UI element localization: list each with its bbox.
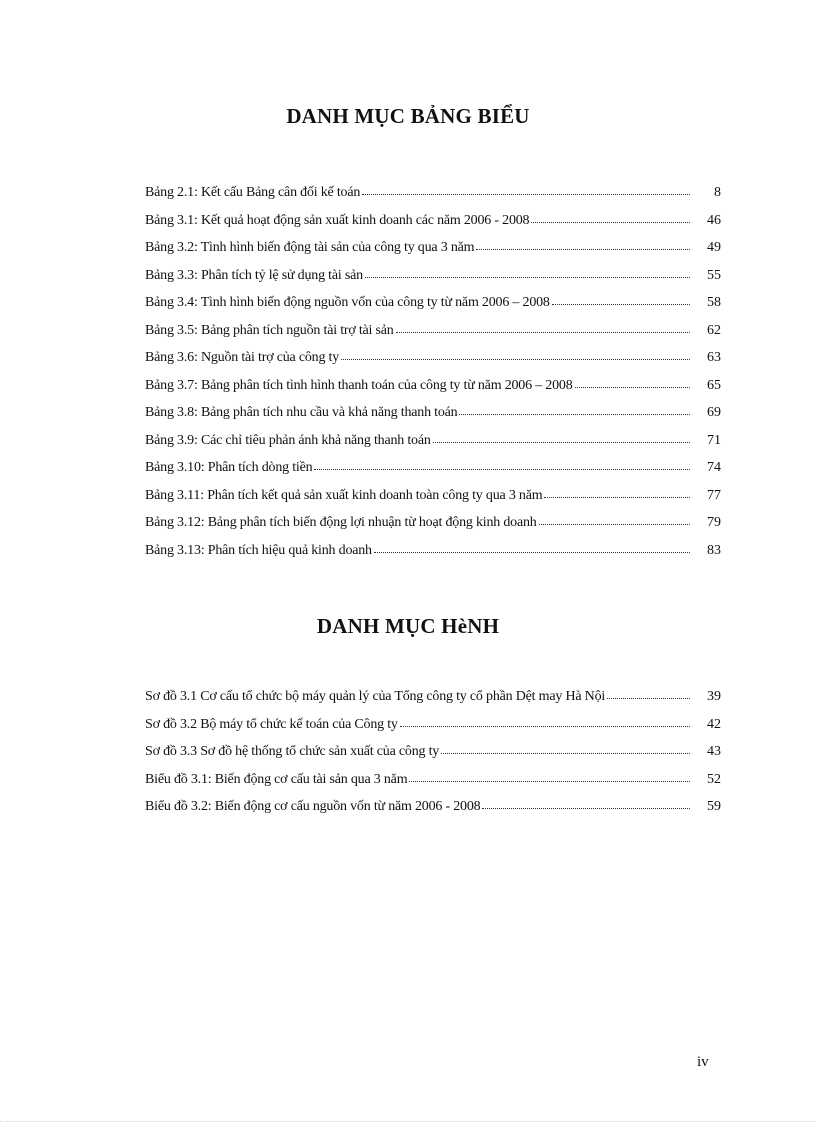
toc-entry-table-3-2[interactable] — [145, 237, 721, 265]
dot-leader — [476, 237, 690, 251]
toc-entry-diagram-3-2[interactable] — [145, 714, 721, 742]
dot-leader — [374, 540, 690, 554]
entry-label: Sơ đồ 3.3 Sơ đồ hệ thống tổ chức sản xuất của công ty — [145, 744, 440, 759]
entry-page-number: 58 — [707, 295, 721, 310]
toc-entry-chart-3-1[interactable] — [145, 769, 721, 797]
entry-label: Bảng 3.7: Bảng phân tích tình hình thanh toán của công ty từ năm 2006 – 2008 — [145, 377, 573, 393]
entry-page-number: 55 — [707, 267, 721, 283]
entry-label: Bảng 3.4: Tình hình biến động nguồn vốn của công ty từ năm 2006 – 2008 — [145, 295, 550, 310]
toc-entry-table-3-9[interactable] — [145, 430, 721, 458]
entry-page-number: 46 — [707, 212, 721, 228]
toc-entry-diagram-3-1[interactable] — [145, 686, 721, 714]
entry-label: Bảng 3.8: Bảng phân tích nhu cầu và khả năng thanh toán — [145, 405, 458, 420]
tables-list — [145, 182, 721, 567]
entry-label: Bảng 3.9: Các chỉ tiêu phản ánh khả năng thanh toán — [145, 432, 431, 448]
entry-label: Bảng 3.12: Bảng phân tích biến động lợi nhuận từ hoạt động kinh doanh — [145, 515, 537, 530]
page-number: iv — [697, 1054, 709, 1070]
dot-leader — [575, 375, 691, 389]
entry-page-number: 39 — [707, 689, 721, 704]
toc-entry-chart-3-2[interactable] — [145, 796, 721, 824]
toc-entry-table-2-1[interactable] — [145, 182, 721, 210]
dot-leader — [365, 265, 690, 279]
entry-page-number: 65 — [707, 377, 721, 393]
toc-entry-table-3-12[interactable] — [145, 512, 721, 540]
entry-page-number: 49 — [707, 240, 721, 255]
entry-page-number: 52 — [707, 771, 721, 787]
entry-label: Bảng 3.13: Phân tích hiệu quả kinh doanh — [145, 542, 372, 558]
entry-page-number: 43 — [707, 744, 721, 759]
entry-label: Biểu đồ 3.2: Biến động cơ cấu nguồn vốn từ năm 2006 - 2008 — [145, 799, 481, 814]
toc-entry-table-3-6[interactable] — [145, 347, 721, 375]
page-bottom-divider — [0, 1121, 816, 1122]
entry-label: Bảng 3.1: Kết quả hoạt động sản xuất kinh doanh các năm 2006 - 2008 — [145, 212, 530, 228]
entry-page-number: 63 — [707, 350, 721, 365]
dot-leader — [552, 292, 690, 306]
entry-page-number: 71 — [707, 432, 721, 448]
dot-leader — [409, 769, 690, 783]
entry-page-number: 74 — [707, 460, 721, 475]
dot-leader — [531, 210, 690, 224]
entry-page-number: 79 — [707, 515, 721, 530]
entry-label: Sơ đồ 3.2 Bộ máy tổ chức kế toán của Công ty — [145, 716, 398, 732]
dot-leader — [544, 485, 690, 499]
entry-label: Bảng 3.3: Phân tích tỷ lệ sử dụng tài sản — [145, 267, 363, 283]
dot-leader — [341, 347, 690, 361]
entry-page-number: 77 — [707, 487, 721, 503]
toc-entry-table-3-11[interactable] — [145, 485, 721, 513]
toc-entry-table-3-5[interactable] — [145, 320, 721, 348]
tables-list-heading: DANH MỤC BẢNG BIỂU — [286, 104, 530, 128]
dot-leader — [459, 402, 690, 416]
dot-leader — [441, 741, 690, 755]
figures-list — [145, 686, 721, 824]
toc-entry-table-3-4[interactable] — [145, 292, 721, 320]
entry-label: Bảng 3.6: Nguồn tài trợ của công ty — [145, 350, 340, 365]
dot-leader — [539, 512, 690, 526]
figures-list-heading: DANH MỤC HèNH — [316, 614, 500, 638]
entry-page-number: 62 — [707, 322, 721, 338]
dot-leader — [396, 320, 690, 334]
entry-label: Sơ đồ 3.1 Cơ cấu tổ chức bộ máy quản lý của Tổng công ty cổ phần Dệt may Hà Nội — [145, 689, 606, 704]
entry-page-number: 59 — [707, 799, 721, 814]
entry-label: Biểu đồ 3.1: Biến động cơ cấu tài sản qua 3 năm — [145, 771, 408, 787]
toc-entry-table-3-3[interactable] — [145, 265, 721, 293]
dot-leader — [400, 714, 690, 728]
entry-label: Bảng 3.5: Bảng phân tích nguồn tài trợ tài sản — [145, 322, 394, 338]
dot-leader — [607, 686, 690, 700]
toc-entry-table-3-7[interactable] — [145, 375, 721, 403]
dot-leader — [362, 182, 690, 196]
entry-page-number: 69 — [707, 405, 721, 420]
toc-entry-table-3-13[interactable] — [145, 540, 721, 568]
dot-leader — [482, 796, 690, 810]
toc-entry-table-3-1[interactable] — [145, 210, 721, 238]
entry-page-number: 42 — [707, 716, 721, 732]
dot-leader — [314, 457, 690, 471]
entry-label: Bảng 2.1: Kết cấu Bảng cân đối kế toán — [145, 185, 361, 200]
toc-entry-table-3-10[interactable] — [145, 457, 721, 485]
toc-entry-table-3-8[interactable] — [145, 402, 721, 430]
dot-leader — [433, 430, 690, 444]
entry-page-number: 8 — [714, 185, 721, 200]
entry-label: Bảng 3.10: Phân tích dòng tiền — [145, 460, 313, 475]
entry-label: Bảng 3.2: Tình hình biến động tài sản của công ty qua 3 năm — [145, 240, 475, 255]
entry-page-number: 83 — [707, 542, 721, 558]
toc-entry-diagram-3-3[interactable] — [145, 741, 721, 769]
entry-label: Bảng 3.11: Phân tích kết quả sản xuất kinh doanh toàn công ty qua 3 năm — [145, 487, 543, 503]
